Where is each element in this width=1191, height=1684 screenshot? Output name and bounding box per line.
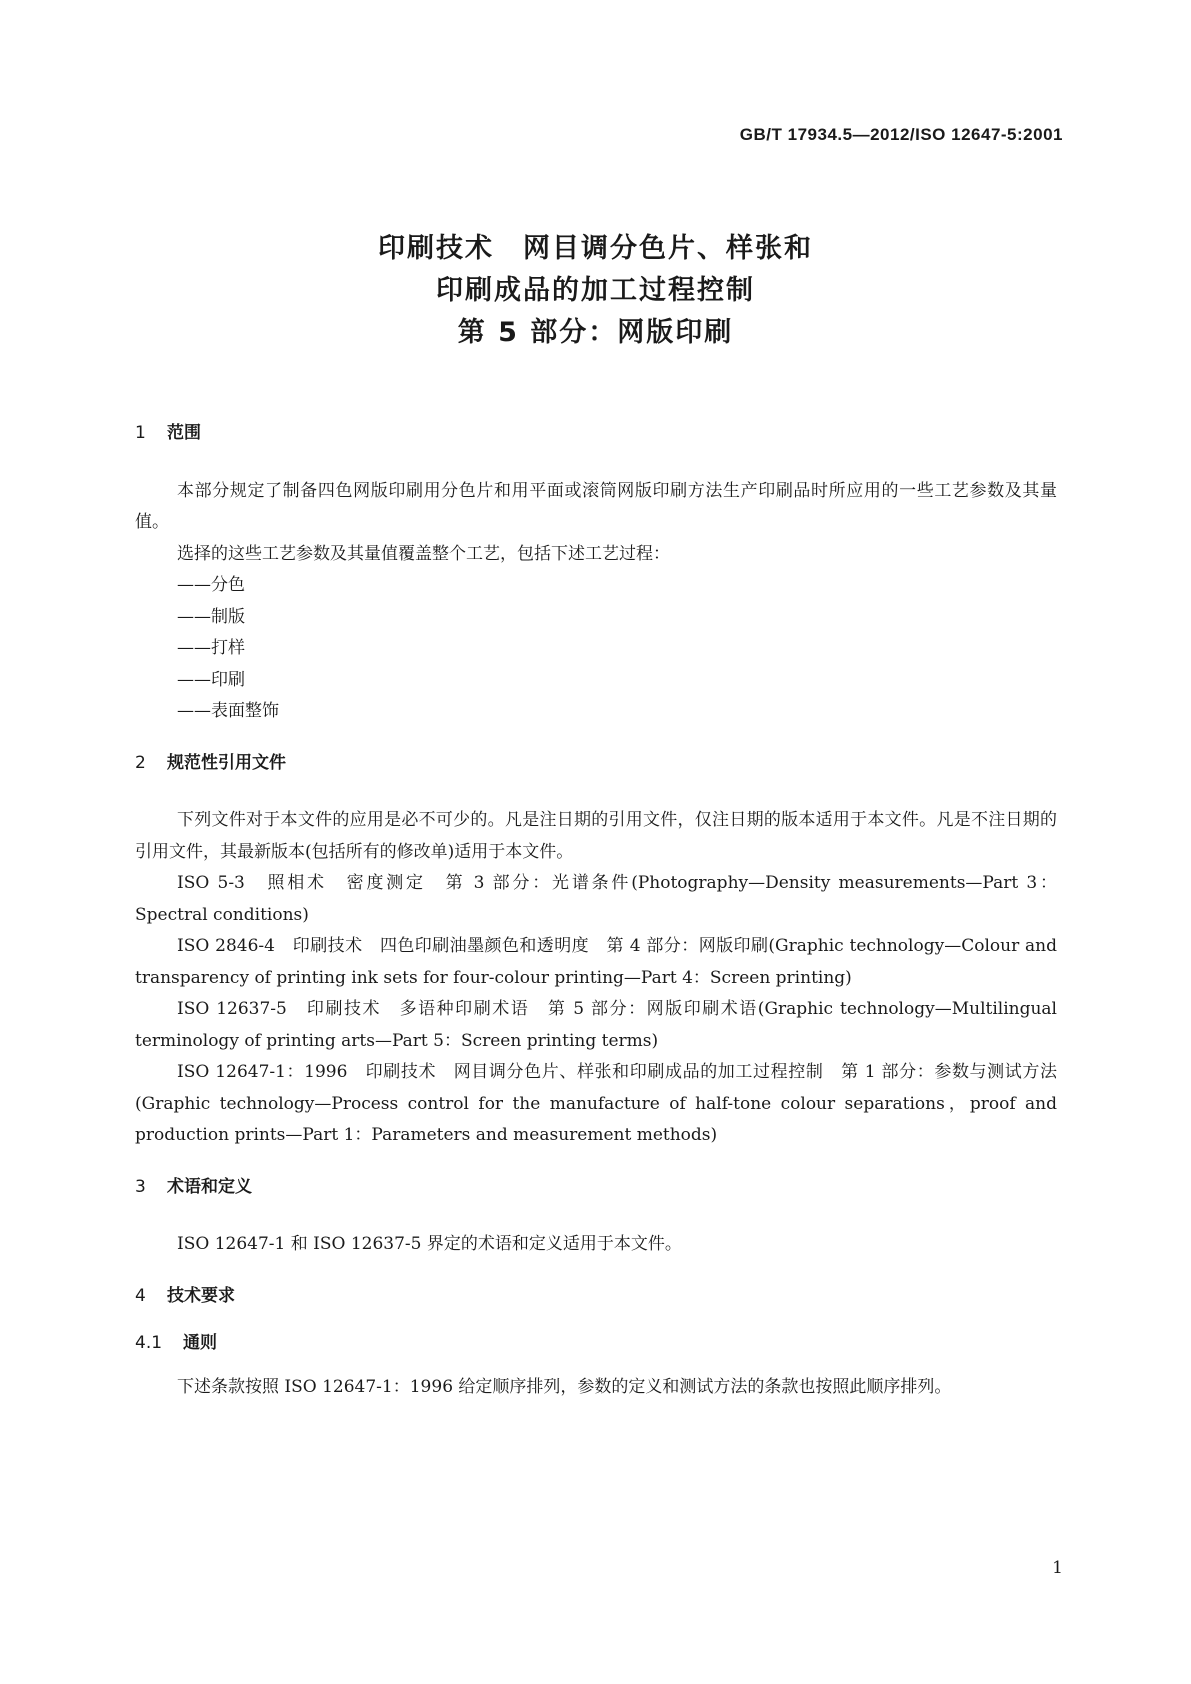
reference-entry: ISO 12637-5 印刷技术 多语种印刷术语 第 5 部分：网版印刷术语(Graphic technology—Multilingual terminology of printing arts—Part 5：Screen printing terms) [135, 999, 1057, 1051]
document-title [0, 228, 1191, 354]
list-item: ——表面整饰 [177, 701, 279, 721]
section-heading-technical-requirements [135, 1281, 1057, 1313]
title-line-2: 印刷成品的加工过程控制 [436, 275, 755, 306]
section-number: 1 [135, 423, 146, 443]
subsection-number: 4.1 [135, 1333, 163, 1353]
section-title: 技术要求 [167, 1285, 235, 1306]
list-item: ——印刷 [177, 669, 245, 690]
section-heading-scope [135, 418, 1057, 450]
section-title: 规范性引用文件 [167, 752, 286, 773]
paragraph: ISO 12647-1 和 ISO 12637-5 界定的术语和定义适用于本文件。 [177, 1234, 682, 1254]
list-item: ——打样 [177, 638, 245, 658]
document-code: GB/T 17934.5—2012/ISO 12647-5:2001 [739, 125, 1063, 144]
paragraph: 本部分规定了制备四色网版印刷用分色片和用平面或滚筒网版印刷方法生产印刷品时所应用的一些工艺参数及其量值。 [135, 480, 1057, 532]
reference-entry: ISO 12647-1：1996 印刷技术 网目调分色片、样张和印刷成品的加工过程控制 第 1 部分：参数与测试方法(Graphic technology—Process control for the manufacture of half-tone colour separations，proof and production prints—Part 1：Parameters and measurement methods) [135, 1062, 1057, 1145]
section-title: 范围 [167, 423, 201, 443]
reference-entry: ISO 5-3 照相术 密度测定 第 3 部分：光谱条件(Photography—Density measurements—Part 3：Spectral conditions) [135, 873, 1057, 925]
section-number: 4 [135, 1285, 146, 1306]
section-number: 2 [135, 752, 146, 773]
reference-entry: ISO 2846-4 印刷技术 四色印刷油墨颜色和透明度 第 4 部分：网版印刷(Graphic technology—Colour and transparency of printing ink sets for four-colour printing—Part 4：Screen printing) [135, 936, 1057, 988]
list-item: ——制版 [177, 606, 245, 627]
subsection-heading-general [135, 1328, 1057, 1360]
section-title: 术语和定义 [167, 1176, 252, 1197]
section-number: 3 [135, 1176, 146, 1197]
paragraph: 下述条款按照 ISO 12647-1：1996 给定顺序排列，参数的定义和测试方法的条款也按照此顺序排列。 [177, 1376, 952, 1397]
title-line-1: 印刷技术 网目调分色片、样张和 [378, 233, 813, 264]
list-item: ——分色 [177, 575, 245, 595]
title-line-3: 第 5 部分：网版印刷 [457, 317, 734, 348]
document-body [135, 418, 1057, 1403]
subsection-title: 通则 [183, 1333, 217, 1353]
section-heading-terms-and-definitions [135, 1172, 1057, 1204]
paragraph: 选择的这些工艺参数及其量值覆盖整个工艺，包括下述工艺过程： [177, 543, 670, 564]
page-number: 1 [1052, 1558, 1063, 1578]
section-heading-normative-references [135, 748, 1057, 780]
paragraph: 下列文件对于本文件的应用是必不可少的。凡是注日期的引用文件，仅注日期的版本适用于本文件。凡是不注日期的引用文件，其最新版本(包括所有的修改单)适用于本文件。 [135, 810, 1057, 862]
